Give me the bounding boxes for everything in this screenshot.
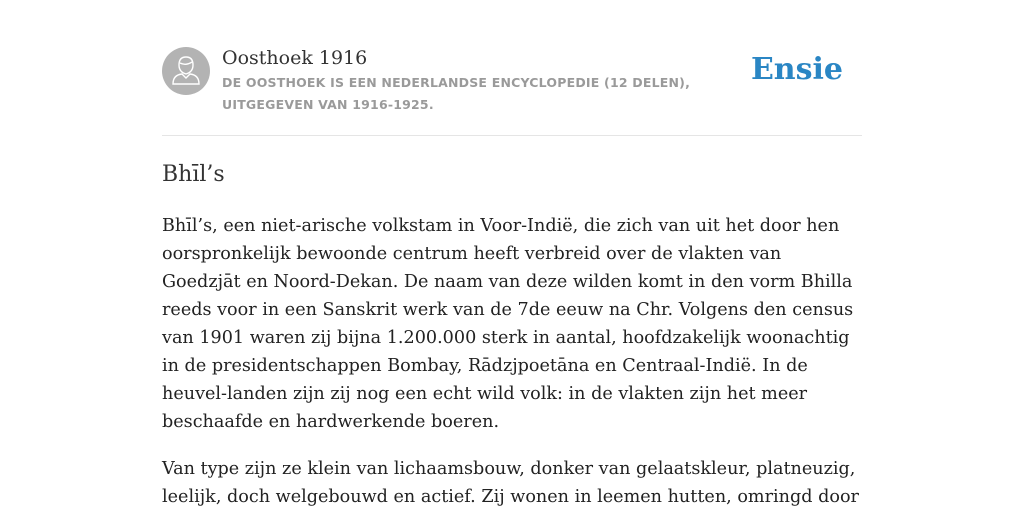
source-name[interactable]: Oosthoek 1916 bbox=[222, 47, 368, 69]
article-paragraph: Bhīl’s, een niet-arische volkstam in Voor-Indië, die zich van uit het door hen oorspronkelijk bewoonde centrum heeft verbreid over de vlakten van Goedzjāt en Noord-Dekan. De naam van deze wilden komt in den vorm Bhilla reeds voor in een Sanskrit werk van de 7de eeuw na Chr. Volgens den census van 1901 waren zij bijna 1.200.000 sterk in aantal, hoofdzakelijk woonachtig in de presidentschappen Bombay, Rādzjpoetāna en Centraal-Indië. In de heuvel-landen zijn zij nog een echt wild volk: in de vlakten zijn het meer beschaafde en hardwerkende boeren. bbox=[162, 216, 854, 432]
page-container bbox=[162, 0, 862, 507]
article-body bbox=[162, 212, 862, 512]
avatar[interactable] bbox=[162, 47, 210, 95]
source-header bbox=[162, 0, 862, 136]
source-description: DE OOSTHOEK IS EEN NEDERLANDSE ENCYCLOPEDIE (12 DELEN), UITGEGEVEN VAN 1916-1925. bbox=[222, 75, 691, 112]
user-silhouette-icon bbox=[162, 47, 210, 95]
article-title: Bhīl’s bbox=[162, 162, 225, 187]
ensie-logo[interactable]: Ensie bbox=[750, 52, 843, 87]
article-paragraph: Van type zijn ze klein van lichaamsbouw, donker van gelaatskleur, platneuzig, leelijk, doch welgebouwd en actief. Zij wonen in leemen hutten, omringd door bbox=[162, 459, 859, 507]
